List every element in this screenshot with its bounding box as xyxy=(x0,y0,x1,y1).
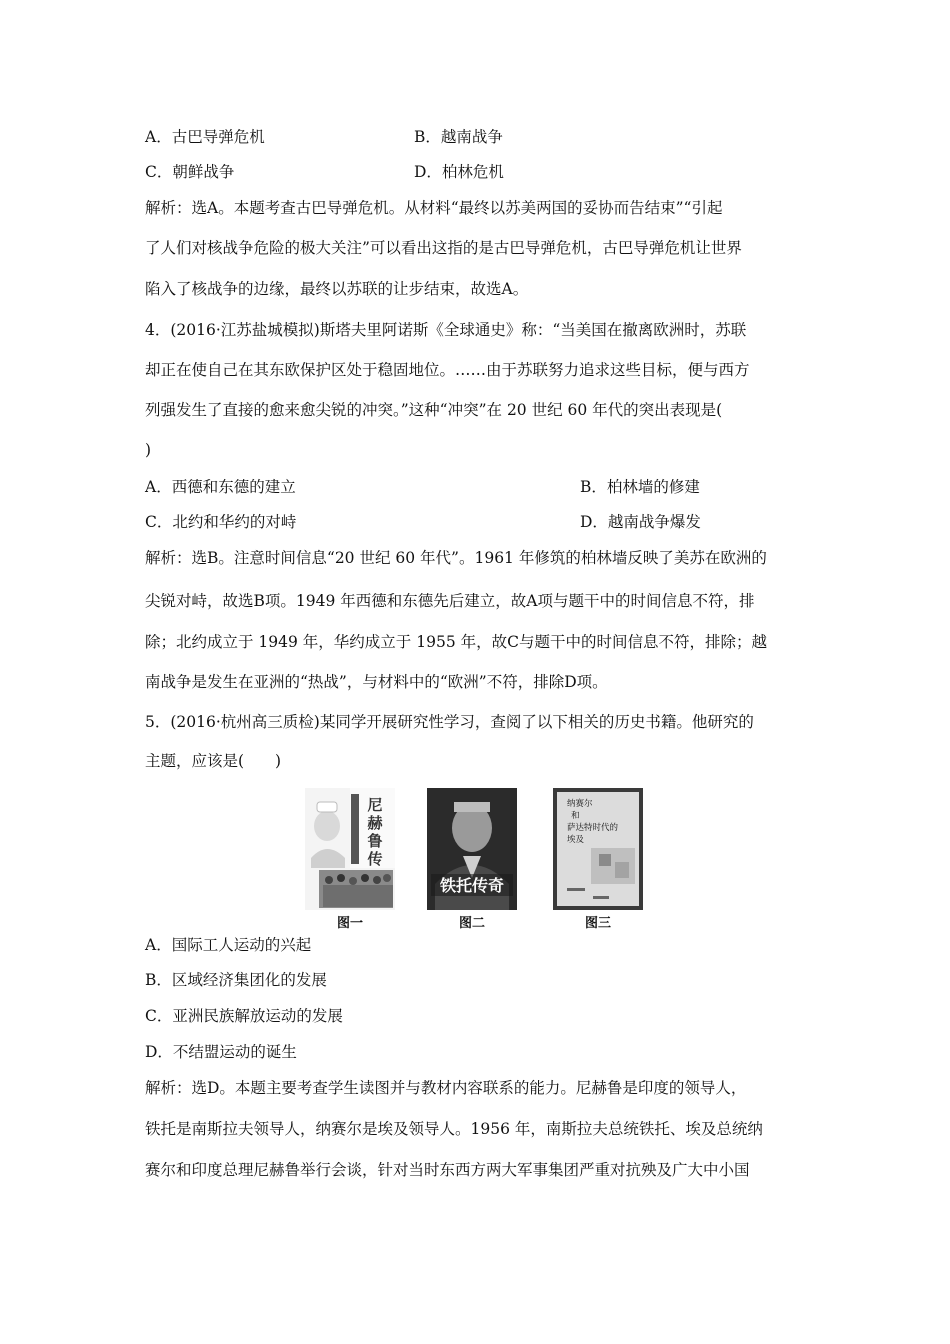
q3-option-d: D．柏林危机 xyxy=(414,163,504,181)
svg-text:埃及: 埃及 xyxy=(567,835,585,845)
q5-analysis-line: 解析：选D。本题主要考查学生读图并与教材内容联系的能力。尼赫鲁是印度的领导人， xyxy=(145,1079,747,1097)
svg-text:和: 和 xyxy=(571,811,580,821)
svg-text:铁托传奇: 铁托传奇 xyxy=(439,876,505,895)
q5-analysis-line: 铁托是南斯拉夫领导人，纳赛尔是埃及领导人。1956 年，南斯拉夫总统铁托、埃及总统纳 xyxy=(145,1120,763,1138)
nehru-book-cover xyxy=(305,788,395,910)
svg-text:尼: 尼 xyxy=(367,796,383,814)
svg-text:赫: 赫 xyxy=(367,814,383,832)
svg-text:纳赛尔: 纳赛尔 xyxy=(567,799,593,809)
svg-text:萨达特时代的: 萨达特时代的 xyxy=(567,823,619,833)
q4-option-d: D．越南战争爆发 xyxy=(580,513,701,531)
q3-analysis-line: 陷入了核战争的边缘，最终以苏联的让步结束，故选A。 xyxy=(145,280,529,298)
q4-stem-line: 却正在使自己在其东欧保护区处于稳固地位。……由于苏联努力追求这些目标，便与西方 xyxy=(145,361,750,379)
q4-option-c: C．北约和华约的对峙 xyxy=(145,513,297,531)
q5-analysis-line: 赛尔和印度总理尼赫鲁举行会谈，针对当时东西方两大军事集团严重对抗殃及广大中小国 xyxy=(145,1161,750,1179)
q4-option-a: A．西德和东德的建立 xyxy=(145,478,296,496)
q4-analysis-line: 解析：选B。注意时间信息“20 世纪 60 年代”。1961 年修筑的柏林墙反映了美苏在欧洲的 xyxy=(145,549,767,567)
q5-stem-line: 5．(2016·杭州高三质检)某同学开展研究性学习，查阅了以下相关的历史书籍。他研究的 xyxy=(145,713,754,731)
q4-stem-line: ) xyxy=(145,441,152,459)
q4-analysis-line: 南战争是发生在亚洲的“热战”，与材料中的“欧洲”不符，排除D项。 xyxy=(145,673,608,691)
figure-3-caption: 图三 xyxy=(584,916,611,931)
egypt-book-cover xyxy=(553,788,643,910)
tito-book-cover xyxy=(427,788,517,910)
q4-stem-line: 列强发生了直接的愈来愈尖锐的冲突。”这种“冲突”在 20 世纪 60 年代的突出表现是( xyxy=(145,401,723,419)
q5-figures xyxy=(300,788,650,931)
q3-analysis-line: 解析：选A。本题考查古巴导弹危机。从材料“最终以苏美两国的妥协而告结束”“引起 xyxy=(145,199,723,217)
figure-1-caption: 图一 xyxy=(336,916,363,931)
q5-option-a: A．国际工人运动的兴起 xyxy=(145,936,312,954)
q5-option-b: B．区域经济集团化的发展 xyxy=(145,971,327,989)
q3-option-a: A．古巴导弹危机 xyxy=(145,128,265,146)
q4-analysis-line: 除；北约成立于 1949 年，华约成立于 1955 年，故C与题干中的时间信息不符，排除；越 xyxy=(145,633,767,651)
q4-stem-line: 4．(2016·江苏盐城模拟)斯塔夫里阿诺斯《全球通史》称：“当美国在撤离欧洲时，苏联 xyxy=(145,321,747,339)
q3-option-c: C．朝鲜战争 xyxy=(145,163,235,181)
q3-analysis-line: 了人们对核战争危险的极大关注”可以看出这指的是古巴导弹危机，古巴导弹危机让世界 xyxy=(145,239,742,257)
q3-option-b: B．越南战争 xyxy=(414,128,503,146)
svg-text:传: 传 xyxy=(367,850,383,868)
svg-text:鲁: 鲁 xyxy=(367,832,383,850)
figure-2-caption: 图二 xyxy=(458,916,485,931)
q4-analysis-line: 尖锐对峙，故选B项。1949 年西德和东德先后建立，故A项与题干中的时间信息不符，排 xyxy=(145,592,755,610)
q5-option-c: C．亚洲民族解放运动的发展 xyxy=(145,1007,343,1025)
q4-option-b: B．柏林墙的修建 xyxy=(580,478,700,496)
q5-option-d: D．不结盟运动的诞生 xyxy=(145,1043,297,1061)
q5-stem-line: 主题，应该是( ) xyxy=(145,752,282,770)
